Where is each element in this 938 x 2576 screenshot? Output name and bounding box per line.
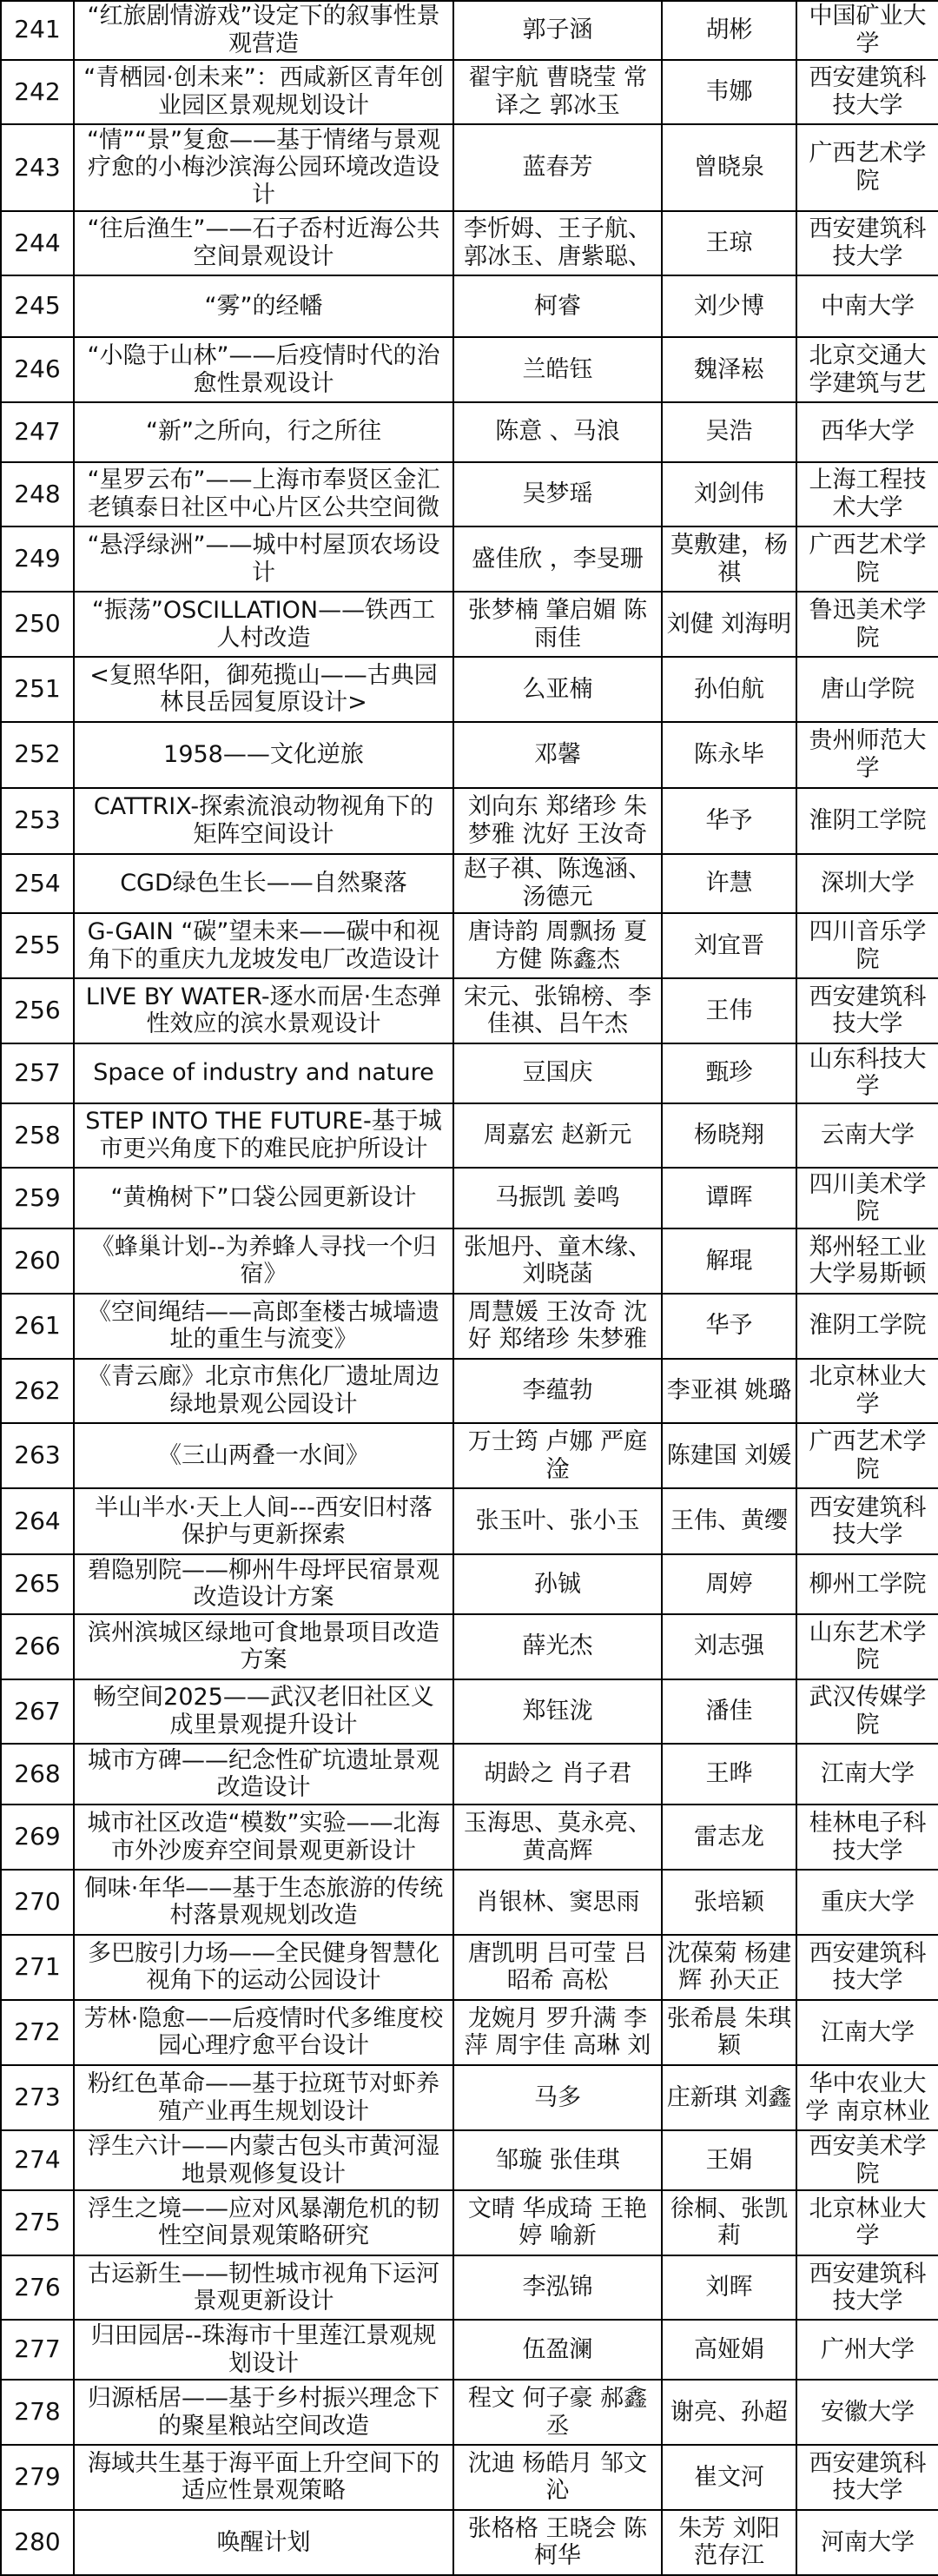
project-title: CGD绿色生长——自然聚落 xyxy=(74,854,453,914)
entry-number: 272 xyxy=(1,2000,74,2066)
table-row xyxy=(1,854,938,914)
table-row xyxy=(1,1294,938,1359)
table-row xyxy=(1,1359,938,1424)
table-row xyxy=(1,2445,938,2510)
table-row xyxy=(1,2130,938,2190)
author-names: 盛佳欣 ，李旻珊 xyxy=(453,526,662,592)
tutor-names: 甄珍 xyxy=(662,1043,796,1103)
tutor-names: 魏泽崧 xyxy=(662,337,796,402)
tutor-names: 解琨 xyxy=(662,1228,796,1294)
table-row xyxy=(1,2255,938,2321)
table-row xyxy=(1,788,938,854)
author-names: 伍盈澜 xyxy=(453,2320,662,2380)
author-names: 郑钰泷 xyxy=(453,1679,662,1745)
entry-number: 249 xyxy=(1,526,74,592)
table-row xyxy=(1,1744,938,1805)
entry-number: 246 xyxy=(1,337,74,402)
institution: 华中农业大学 南京林业 xyxy=(796,2065,938,2130)
tutor-names: 莫敷建，杨祺 xyxy=(662,526,796,592)
table-row xyxy=(1,2000,938,2066)
tutor-names: 许慧 xyxy=(662,854,796,914)
author-names: 柯睿 xyxy=(453,275,662,337)
institution: 广西艺术学院 xyxy=(796,1423,938,1488)
entry-number: 241 xyxy=(1,1,74,60)
table-row xyxy=(1,1614,938,1679)
table-row xyxy=(1,2190,938,2255)
entry-number: 260 xyxy=(1,1228,74,1294)
institution: 河南大学 xyxy=(796,2510,938,2575)
author-names: 唐凯明 吕可莹 吕昭希 高松 xyxy=(453,1935,662,2000)
tutor-names: 韦娜 xyxy=(662,60,796,125)
project-title: 《空间绳结——高郎奎楼古城墙遗址的重生与流变》 xyxy=(74,1294,453,1359)
author-names: 刘向东 郑绪珍 朱梦雅 沈好 王汝奇 xyxy=(453,788,662,854)
institution: 北京林业大学 xyxy=(796,2190,938,2255)
project-title: 归源栝居——基于乡村振兴理念下的聚星粮站空间改造 xyxy=(74,2380,453,2445)
project-title: “悬浮绿洲”——城中村屋顶农场设计 xyxy=(74,526,453,592)
table-row xyxy=(1,1935,938,2000)
author-names: 程文 何子豪 郝鑫丞 xyxy=(453,2380,662,2445)
tutor-names: 王娟 xyxy=(662,2130,796,2190)
entry-number: 243 xyxy=(1,124,74,210)
institution: 桂林电子科技大学 xyxy=(796,1805,938,1870)
entry-number: 273 xyxy=(1,2065,74,2130)
project-title: “小隐于山林”——后疫情时代的治愈性景观设计 xyxy=(74,337,453,402)
table-row xyxy=(1,1103,938,1169)
table-row xyxy=(1,1488,938,1554)
author-names: 张玉叶、张小玉 xyxy=(453,1488,662,1554)
table-row xyxy=(1,275,938,337)
tutor-names: 张培颖 xyxy=(662,1870,796,1935)
tutor-names: 王琼 xyxy=(662,211,796,276)
table-row xyxy=(1,1423,938,1488)
project-title: <复照华阳，御苑揽山——古典园林艮岳园复原设计> xyxy=(74,657,453,722)
table-row xyxy=(1,2065,938,2130)
institution: 四川音乐学院 xyxy=(796,913,938,978)
tutor-names: 张希晨 朱琪颖 xyxy=(662,2000,796,2066)
entry-number: 242 xyxy=(1,60,74,125)
project-title: “雾”的经幡 xyxy=(74,275,453,337)
entry-number: 262 xyxy=(1,1359,74,1424)
entry-number: 275 xyxy=(1,2190,74,2255)
tutor-names: 曾晓泉 xyxy=(662,124,796,210)
tutor-names: 沈葆菊 杨建辉 孙天正 xyxy=(662,1935,796,2000)
author-names: 马振凯 姜鸣 xyxy=(453,1168,662,1228)
tutor-names: 李亚祺 姚璐 xyxy=(662,1359,796,1424)
institution: 西安建筑科技大学 xyxy=(796,978,938,1043)
table-row xyxy=(1,402,938,462)
table-row xyxy=(1,978,938,1043)
entry-number: 267 xyxy=(1,1679,74,1745)
author-names: 李蕴勃 xyxy=(453,1359,662,1424)
project-title: “红旅剧情游戏”设定下的叙事性景观营造 xyxy=(74,1,453,60)
table-row xyxy=(1,592,938,657)
institution: 西安建筑科技大学 xyxy=(796,2255,938,2321)
table-row xyxy=(1,1043,938,1103)
project-title: G-GAIN “碳”望未来——碳中和视角下的重庆九龙坡发电厂改造设计 xyxy=(74,913,453,978)
institution: 广州大学 xyxy=(796,2320,938,2380)
project-title: 城市方碑——纪念性矿坑遗址景观改造设计 xyxy=(74,1744,453,1805)
tutor-names: 华予 xyxy=(662,788,796,854)
institution: 北京林业大学 xyxy=(796,1359,938,1424)
table-row xyxy=(1,60,938,125)
institution: 山东科技大学 xyxy=(796,1043,938,1103)
institution: 云南大学 xyxy=(796,1103,938,1169)
author-names: 玉海思、莫永亮、黄高辉 xyxy=(453,1805,662,1870)
institution: 广西艺术学院 xyxy=(796,124,938,210)
institution: 淮阴工学院 xyxy=(796,1294,938,1359)
author-names: 陈意 、马浪 xyxy=(453,402,662,462)
institution: 安徽大学 xyxy=(796,2380,938,2445)
tutor-names: 庄新琪 刘鑫 xyxy=(662,2065,796,2130)
project-title: 1958——文化逆旅 xyxy=(74,722,453,788)
institution: 武汉传媒学院 xyxy=(796,1679,938,1745)
tutor-names: 胡彬 xyxy=(662,1,796,60)
entry-number: 270 xyxy=(1,1870,74,1935)
entry-number: 274 xyxy=(1,2130,74,2190)
project-title: “星罗云布”——上海市奉贤区金汇老镇泰日社区中心片区公共空间微 xyxy=(74,462,453,527)
project-title: 畅空间2025——武汉老旧社区义成里景观提升设计 xyxy=(74,1679,453,1745)
table-row xyxy=(1,337,938,402)
entry-number: 257 xyxy=(1,1043,74,1103)
table-row xyxy=(1,913,938,978)
tutor-names: 华予 xyxy=(662,1294,796,1359)
entry-number: 268 xyxy=(1,1744,74,1805)
author-names: 翟宇航 曹晓莹 常译之 郭冰玉 xyxy=(453,60,662,125)
project-title: 唤醒计划 xyxy=(74,2510,453,2575)
tutor-names: 王晔 xyxy=(662,1744,796,1805)
tutor-names: 孙伯航 xyxy=(662,657,796,722)
entry-number: 247 xyxy=(1,402,74,462)
project-title: “往后渔生”——石子岙村近海公共空间景观设计 xyxy=(74,211,453,276)
table-row xyxy=(1,1228,938,1294)
institution: 西华大学 xyxy=(796,402,938,462)
entry-number: 248 xyxy=(1,462,74,527)
project-title: 芳林·隐愈——后疫情时代多维度校园心理疗愈平台设计 xyxy=(74,2000,453,2066)
table-row xyxy=(1,1679,938,1745)
author-names: 沈迪 杨皓月 邹文沁 xyxy=(453,2445,662,2510)
author-names: 邓馨 xyxy=(453,722,662,788)
tutor-names: 徐桐、张凯莉 xyxy=(662,2190,796,2255)
author-names: 张梦楠 肇启媚 陈雨佳 xyxy=(453,592,662,657)
project-title: “黄桷树下”口袋公园更新设计 xyxy=(74,1168,453,1228)
institution: 中南大学 xyxy=(796,275,938,337)
tutor-names: 王伟 xyxy=(662,978,796,1043)
table-row xyxy=(1,526,938,592)
institution: 鲁迅美术学院 xyxy=(796,592,938,657)
project-title: 浮生六计——内蒙古包头市黄河湿地景观修复设计 xyxy=(74,2130,453,2190)
institution: 西安建筑科技大学 xyxy=(796,211,938,276)
project-title: Space of industry and nature xyxy=(74,1043,453,1103)
entry-number: 259 xyxy=(1,1168,74,1228)
tutor-names: 刘志强 xyxy=(662,1614,796,1679)
tutor-names: 陈建国 刘媛 xyxy=(662,1423,796,1488)
tutor-names: 谭晖 xyxy=(662,1168,796,1228)
entry-number: 252 xyxy=(1,722,74,788)
table-row xyxy=(1,124,938,210)
table-row xyxy=(1,1805,938,1870)
table-row xyxy=(1,462,938,527)
entry-number: 244 xyxy=(1,211,74,276)
institution: 江南大学 xyxy=(796,1744,938,1805)
entry-number: 279 xyxy=(1,2445,74,2510)
author-names: 文晴 华成琦 王艳婷 喻新 xyxy=(453,2190,662,2255)
table-row xyxy=(1,1870,938,1935)
institution: 北京交通大学建筑与艺 xyxy=(796,337,938,402)
tutor-names: 刘晖 xyxy=(662,2255,796,2321)
project-title: 城市社区改造“模数”实验——北海市外沙废弃空间景观更新设计 xyxy=(74,1805,453,1870)
author-names: 张旭丹、童木缘、刘晓菡 xyxy=(453,1228,662,1294)
tutor-names: 刘剑伟 xyxy=(662,462,796,527)
table-row xyxy=(1,2380,938,2445)
author-names: 邹璇 张佳琪 xyxy=(453,2130,662,2190)
institution: 重庆大学 xyxy=(796,1870,938,1935)
tutor-names: 朱芳 刘阳 范存江 xyxy=(662,2510,796,2575)
institution: 深圳大学 xyxy=(796,854,938,914)
project-title: 侗味·年华——基于生态旅游的传统村落景观规划改造 xyxy=(74,1870,453,1935)
project-title: 粉红色革命——基于拉斑节对虾养殖产业再生规划设计 xyxy=(74,2065,453,2130)
author-names: 赵子祺、陈逸涵、汤德元 xyxy=(453,854,662,914)
institution: 西安建筑科技大学 xyxy=(796,2445,938,2510)
entry-number: 271 xyxy=(1,1935,74,2000)
project-title: 浮生之境——应对风暴潮危机的韧性空间景观策略研究 xyxy=(74,2190,453,2255)
entry-number: 263 xyxy=(1,1423,74,1488)
award-list-body xyxy=(1,1,938,2575)
entry-number: 256 xyxy=(1,978,74,1043)
project-title: 《三山两叠一水间》 xyxy=(74,1423,453,1488)
author-names: 肖银林、窦思雨 xyxy=(453,1870,662,1935)
entry-number: 280 xyxy=(1,2510,74,2575)
project-title: 《蜂巢计划--为养蜂人寻找一个归宿》 xyxy=(74,1228,453,1294)
project-title: 碧隐别院——柳州牛母坪民宿景观改造设计方案 xyxy=(74,1554,453,1614)
table-row xyxy=(1,657,938,722)
tutor-names: 周婷 xyxy=(662,1554,796,1614)
table-row xyxy=(1,2510,938,2575)
author-names: 郭子涵 xyxy=(453,1,662,60)
institution: 广西艺术学院 xyxy=(796,526,938,592)
tutor-names: 高娅娟 xyxy=(662,2320,796,2380)
entry-number: 264 xyxy=(1,1488,74,1554)
author-names: 胡龄之 肖子君 xyxy=(453,1744,662,1805)
tutor-names: 潘佳 xyxy=(662,1679,796,1745)
entry-number: 255 xyxy=(1,913,74,978)
author-names: 唐诗韵 周飘扬 夏方健 陈鑫杰 xyxy=(453,913,662,978)
institution: 山东艺术学院 xyxy=(796,1614,938,1679)
author-names: 薛光杰 xyxy=(453,1614,662,1679)
table-row xyxy=(1,1,938,60)
entry-number: 276 xyxy=(1,2255,74,2321)
entry-number: 253 xyxy=(1,788,74,854)
project-title: LIVE BY WATER-逐水而居·生态弹性效应的滨水景观设计 xyxy=(74,978,453,1043)
tutor-names: 杨晓翔 xyxy=(662,1103,796,1169)
author-names: 宋元、张锦榜、李佳祺、吕午杰 xyxy=(453,978,662,1043)
institution: 贵州师范大学 xyxy=(796,722,938,788)
entry-number: 269 xyxy=(1,1805,74,1870)
author-names: 兰皓钰 xyxy=(453,337,662,402)
table-row xyxy=(1,2320,938,2380)
entry-number: 254 xyxy=(1,854,74,914)
author-names: 李忻姆、王子航、郭冰玉、唐紫聪、 xyxy=(453,211,662,276)
author-names: 蓝春芳 xyxy=(453,124,662,210)
entry-number: 261 xyxy=(1,1294,74,1359)
author-names: 孙铖 xyxy=(453,1554,662,1614)
tutor-names: 陈永毕 xyxy=(662,722,796,788)
project-title: CATTRIX-探索流浪动物视角下的矩阵空间设计 xyxy=(74,788,453,854)
author-names: 吴梦瑶 xyxy=(453,462,662,527)
author-names: 周嘉宏 赵新元 xyxy=(453,1103,662,1169)
tutor-names: 吴浩 xyxy=(662,402,796,462)
entry-number: 251 xyxy=(1,657,74,722)
institution: 西安建筑科技大学 xyxy=(796,60,938,125)
author-names: 马多 xyxy=(453,2065,662,2130)
tutor-names: 崔文河 xyxy=(662,2445,796,2510)
entry-number: 265 xyxy=(1,1554,74,1614)
institution: 西安美术学院 xyxy=(796,2130,938,2190)
institution: 淮阴工学院 xyxy=(796,788,938,854)
entry-number: 245 xyxy=(1,275,74,337)
project-title: “振荡”OSCILLATION——铁西工人村改造 xyxy=(74,592,453,657)
author-names: 万士筠 卢娜 严庭淦 xyxy=(453,1423,662,1488)
table-row xyxy=(1,722,938,788)
project-title: “情”“景”复愈——基于情绪与景观疗愈的小梅沙滨海公园环境改造设计 xyxy=(74,124,453,210)
author-names: 张格格 王晓会 陈柯华 xyxy=(453,2510,662,2575)
tutor-names: 谢亮、孙超 xyxy=(662,2380,796,2445)
author-names: 豆国庆 xyxy=(453,1043,662,1103)
entry-number: 258 xyxy=(1,1103,74,1169)
institution: 上海工程技术大学 xyxy=(796,462,938,527)
tutor-names: 雷志龙 xyxy=(662,1805,796,1870)
institution: 唐山学院 xyxy=(796,657,938,722)
entry-number: 266 xyxy=(1,1614,74,1679)
project-title: 海域共生基于海平面上升空间下的适应性景观策略 xyxy=(74,2445,453,2510)
table-row xyxy=(1,1554,938,1614)
project-title: 《青云廊》北京市焦化厂遗址周边绿地景观公园设计 xyxy=(74,1359,453,1424)
entry-number: 250 xyxy=(1,592,74,657)
institution: 郑州轻工业大学易斯顿 xyxy=(796,1228,938,1294)
entry-number: 278 xyxy=(1,2380,74,2445)
project-title: 归田园居--珠海市十里莲江景观规划设计 xyxy=(74,2320,453,2380)
institution: 中国矿业大学 xyxy=(796,1,938,60)
tutor-names: 王伟、黄缨 xyxy=(662,1488,796,1554)
project-title: 滨州滨城区绿地可食地景项目改造方案 xyxy=(74,1614,453,1679)
project-title: “新”之所向，行之所往 xyxy=(74,402,453,462)
project-title: 多巴胺引力场——全民健身智慧化视角下的运动公园设计 xyxy=(74,1935,453,2000)
table-row xyxy=(1,1168,938,1228)
project-title: “青栖园·创未来”：西咸新区青年创业园区景观规划设计 xyxy=(74,60,453,125)
institution: 西安建筑科技大学 xyxy=(796,1935,938,2000)
project-title: 古运新生——韧性城市视角下运河景观更新设计 xyxy=(74,2255,453,2321)
entry-number: 277 xyxy=(1,2320,74,2380)
institution: 江南大学 xyxy=(796,2000,938,2066)
tutor-names: 刘宜晋 xyxy=(662,913,796,978)
tutor-names: 刘少博 xyxy=(662,275,796,337)
table-row xyxy=(1,211,938,276)
project-title: STEP INTO THE FUTURE-基于城市更兴角度下的难民庇护所设计 xyxy=(74,1103,453,1169)
author-names: 周慧媛 王汝奇 沈好 郑绪珍 朱梦雅 xyxy=(453,1294,662,1359)
institution: 四川美术学院 xyxy=(796,1168,938,1228)
author-names: 么亚楠 xyxy=(453,657,662,722)
institution: 柳州工学院 xyxy=(796,1554,938,1614)
author-names: 李泓锦 xyxy=(453,2255,662,2321)
author-names: 龙婉月 罗升满 李萍 周宇佳 高琳 刘 xyxy=(453,2000,662,2066)
institution: 西安建筑科技大学 xyxy=(796,1488,938,1554)
project-title: 半山半水·天上人间---西安旧村落保护与更新探索 xyxy=(74,1488,453,1554)
tutor-names: 刘健 刘海明 xyxy=(662,592,796,657)
